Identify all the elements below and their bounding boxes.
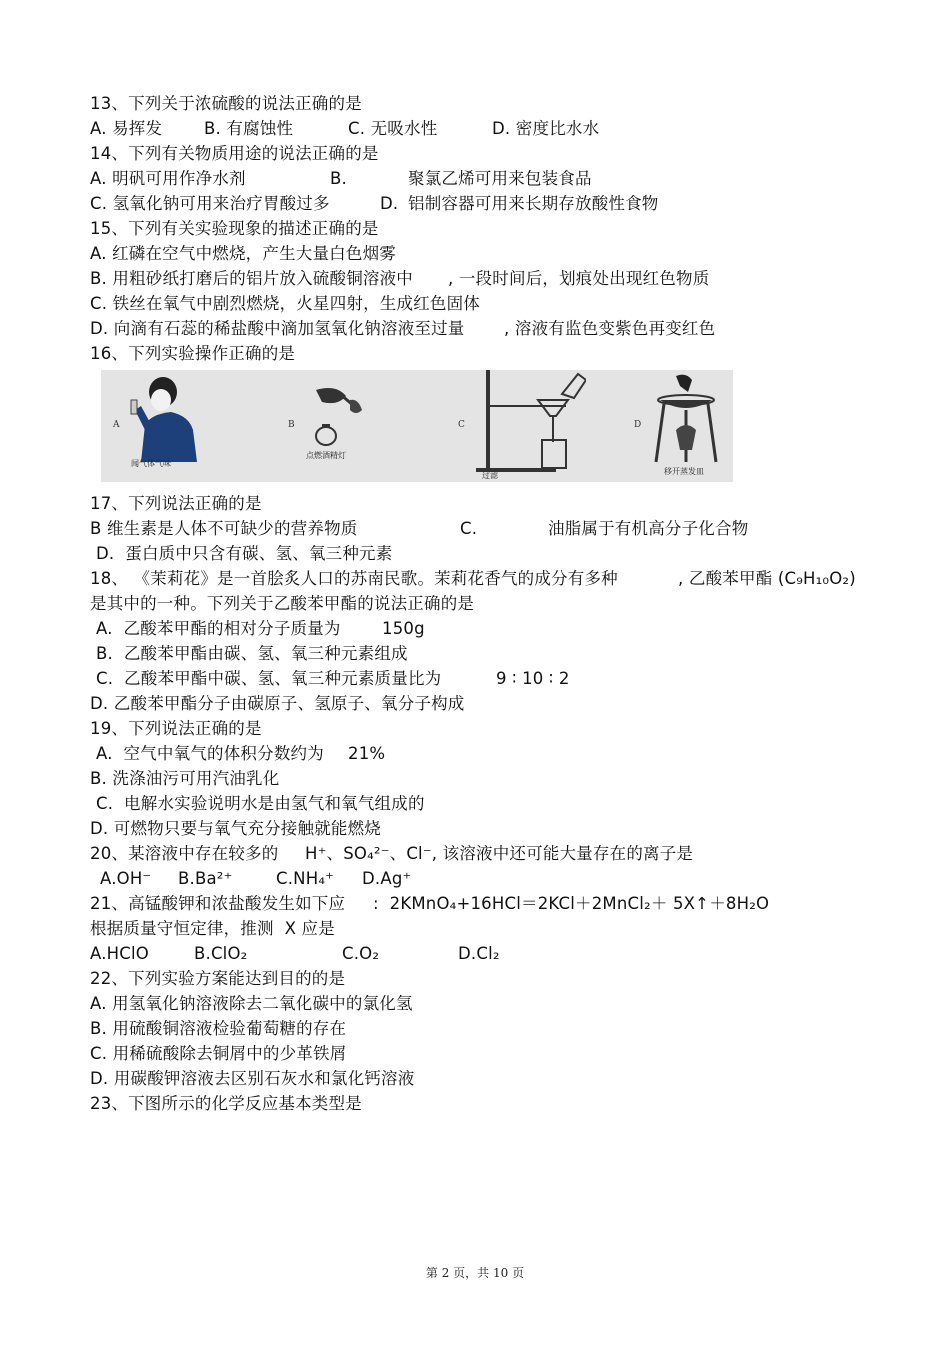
text-segment: D. 用碳酸钾溶液去区别石灰水和氯化钙溶液 bbox=[90, 1069, 415, 1088]
text-segment: 23、下图所示的化学反应基本类型是 bbox=[90, 1094, 362, 1113]
text-segment: A. 用氢氧化钠溶液除去二氧化碳中的氯化氢 bbox=[90, 994, 413, 1013]
text-segment: A. 乙酸苯甲酯的相对分子质量为 bbox=[96, 619, 341, 638]
question-line-q21-opts bbox=[90, 944, 870, 964]
text-segment: , 溶液有监色变紫色再变红色 bbox=[504, 319, 716, 338]
question-line-q16 bbox=[90, 344, 870, 364]
figure-caption-c: 过滤 bbox=[482, 471, 498, 480]
figure-panel-d bbox=[616, 370, 733, 482]
text-segment: 聚氯乙烯可用来包装食品 bbox=[408, 169, 592, 188]
question-line-q22-a bbox=[90, 994, 870, 1014]
smelling-gas-illustration bbox=[101, 370, 259, 482]
text-segment: B.ClO₂ bbox=[194, 944, 248, 963]
text-segment: C.O₂ bbox=[342, 944, 380, 963]
question-line-q20 bbox=[90, 844, 870, 864]
text-segment: 15、下列有关实验现象的描述正确的是 bbox=[90, 219, 379, 238]
text-segment: D. 密度比水水 bbox=[492, 119, 600, 138]
question-line-q19-d bbox=[90, 819, 870, 839]
text-segment: 根据质量守恒定律，推测 X 应是 bbox=[90, 919, 335, 938]
text-segment: A.HClO bbox=[90, 944, 149, 963]
question-line-q17 bbox=[90, 494, 870, 514]
question-line-q18-a bbox=[90, 619, 870, 639]
text-segment: 9 ∶ 10 ∶ 2 bbox=[496, 669, 570, 688]
page-footer: 第 2 页，共 10 页 bbox=[425, 1266, 525, 1280]
figure-panel-b bbox=[276, 370, 426, 482]
text-segment: 是其中的一种。下列关于乙酸苯甲酯的说法正确的是 bbox=[90, 594, 475, 613]
text-segment: 铝制容器可用来长期存放酸性食物 bbox=[408, 194, 659, 213]
text-segment: B. 用粗砂纸打磨后的铝片放入硫酸铜溶液中 bbox=[90, 269, 414, 288]
text-segment: : 2KMnO₄+16HCl＝2KCl＋2MnCl₂＋ 5X↑＋8H₂O bbox=[373, 894, 770, 913]
figure-letter-b: B bbox=[288, 420, 295, 430]
text-segment: D. 蛋白质中只含有碳、氢、氧三种元素 bbox=[96, 544, 393, 563]
text-segment: 150g bbox=[382, 619, 425, 638]
text-segment: C. 无吸水性 bbox=[348, 119, 438, 138]
question-line-q22-c bbox=[90, 1044, 870, 1064]
text-segment: 18、 《茉莉花》是一首脍炙人口的苏南民歌。茉莉花香气的成分有多种 bbox=[90, 569, 618, 588]
text-segment: 14、下列有关物质用途的说法正确的是 bbox=[90, 144, 379, 163]
text-segment: D. 向滴有石蕊的稀盐酸中滴加氢氧化钠溶液至过量 bbox=[90, 319, 465, 338]
text-segment: A. 空气中氧气的体积分数约为 bbox=[96, 744, 324, 763]
figure-caption-d: 移开蒸发皿 bbox=[664, 467, 704, 476]
text-segment: C. 氢氧化钠可用来治疗胃酸过多 bbox=[90, 194, 330, 213]
text-segment: 21、高锰酸钾和浓盐酸发生如下应 bbox=[90, 894, 346, 913]
text-segment: C. 用稀硫酸除去铜屑中的少革铁屑 bbox=[90, 1044, 347, 1063]
text-segment: D.Cl₂ bbox=[458, 944, 500, 963]
figure-letter-c: C bbox=[458, 420, 465, 430]
text-segment: C. 铁丝在氧气中剧烈燃烧，火星四射，生成红色固体 bbox=[90, 294, 481, 313]
question-line-q15-c bbox=[90, 294, 870, 314]
text-segment: A. 红磷在空气中燃烧，产生大量白色烟雾 bbox=[90, 244, 396, 263]
text-segment: 19、下列说法正确的是 bbox=[90, 719, 262, 738]
question-line-q14 bbox=[90, 144, 870, 164]
text-segment: 20、某溶液中存在较多的 bbox=[90, 844, 279, 863]
question-line-q21 bbox=[90, 894, 870, 914]
question-line-q15-b bbox=[90, 269, 870, 289]
text-segment: A. 易挥发 bbox=[90, 119, 163, 138]
text-segment: B.Ba²⁺ bbox=[178, 869, 233, 888]
figure-caption-b: 点燃酒精灯 bbox=[306, 451, 346, 460]
question-line-q17-d bbox=[90, 544, 870, 564]
question-line-q15 bbox=[90, 219, 870, 239]
question-line-q14-opts2 bbox=[90, 194, 870, 214]
text-segment: D. bbox=[380, 194, 399, 213]
text-segment: C. 电解水实验说明水是由氢气和氧气组成的 bbox=[96, 794, 425, 813]
text-segment: 油脂属于有机高分子化合物 bbox=[548, 519, 749, 538]
text-segment: C. bbox=[460, 519, 478, 538]
text-segment: H⁺、SO₄²⁻、Cl⁻, 该溶液中还可能大量存在的离子是 bbox=[305, 844, 694, 863]
question-line-q15-d bbox=[90, 319, 870, 339]
question-line-q19-a bbox=[90, 744, 870, 764]
question-line-q19-c bbox=[90, 794, 870, 814]
q16-figure bbox=[101, 370, 733, 482]
text-segment: B. 用硫酸铜溶液检验葡萄糖的存在 bbox=[90, 1019, 347, 1038]
question-line-q18-c bbox=[90, 669, 870, 689]
question-line-q18 bbox=[90, 569, 870, 589]
text-segment: C.NH₄⁺ bbox=[276, 869, 335, 888]
question-line-q22-d bbox=[90, 1069, 870, 1089]
figure-letter-a: A bbox=[113, 420, 120, 430]
text-segment: 22、下列实验方案能达到目的的是 bbox=[90, 969, 346, 988]
text-segment: B. 乙酸苯甲酯由碳、氢、氧三种元素组成 bbox=[96, 644, 408, 663]
question-line-q13-opts bbox=[90, 119, 870, 139]
text-segment: A. 明矾可用作净水剂 bbox=[90, 169, 246, 188]
question-line-q20-opts bbox=[90, 869, 870, 889]
figure-letter-d: D bbox=[634, 420, 642, 430]
lamp-lighting-illustration bbox=[276, 370, 426, 482]
question-line-q19 bbox=[90, 719, 870, 739]
text-segment: D. 乙酸苯甲酯分子由碳原子、氢原子、氧分子构成 bbox=[90, 694, 465, 713]
text-segment: B 维生素是人体不可缺少的营养物质 bbox=[90, 519, 358, 538]
text-segment: 13、下列关于浓硫酸的说法正确的是 bbox=[90, 94, 362, 113]
question-line-q14-opts1 bbox=[90, 169, 870, 189]
text-segment: D. 可燃物只要与氧气充分接触就能燃烧 bbox=[90, 819, 381, 838]
question-line-q22-b bbox=[90, 1019, 870, 1039]
question-line-q18-b bbox=[90, 644, 870, 664]
question-line-q18-2 bbox=[90, 594, 870, 614]
text-segment: B. 有腐蚀性 bbox=[204, 119, 294, 138]
figure-caption-a: 闻气体气味 bbox=[131, 459, 171, 468]
text-segment: C. 乙酸苯甲酯中碳、氢、氧三种元素质量比为 bbox=[96, 669, 442, 688]
question-line-q21-2 bbox=[90, 919, 870, 939]
text-segment: 21% bbox=[348, 744, 386, 763]
question-line-q19-b bbox=[90, 769, 870, 789]
question-line-q15-a bbox=[90, 244, 870, 264]
text-segment: 17、下列说法正确的是 bbox=[90, 494, 262, 513]
filtration-illustration bbox=[446, 370, 586, 482]
figure-panel-a bbox=[101, 370, 259, 482]
text-segment: , 乙酸苯甲酯 (C₉H₁₀O₂) bbox=[678, 569, 856, 588]
question-line-q18-d bbox=[90, 694, 870, 714]
text-segment: , 一段时间后，划痕处出现红色物质 bbox=[448, 269, 710, 288]
text-segment: B. bbox=[330, 169, 347, 188]
text-segment: A.OH⁻ bbox=[100, 869, 152, 888]
question-line-q23 bbox=[90, 1094, 870, 1114]
text-segment: D.Ag⁺ bbox=[362, 869, 412, 888]
question-line-q17-bc bbox=[90, 519, 870, 539]
figure-panel-c bbox=[446, 370, 586, 482]
text-segment: B. 洗涤油污可用汽油乳化 bbox=[90, 769, 280, 788]
question-line-q22 bbox=[90, 969, 870, 989]
text-segment: 16、下列实验操作正确的是 bbox=[90, 344, 296, 363]
question-line-q13 bbox=[90, 94, 870, 114]
